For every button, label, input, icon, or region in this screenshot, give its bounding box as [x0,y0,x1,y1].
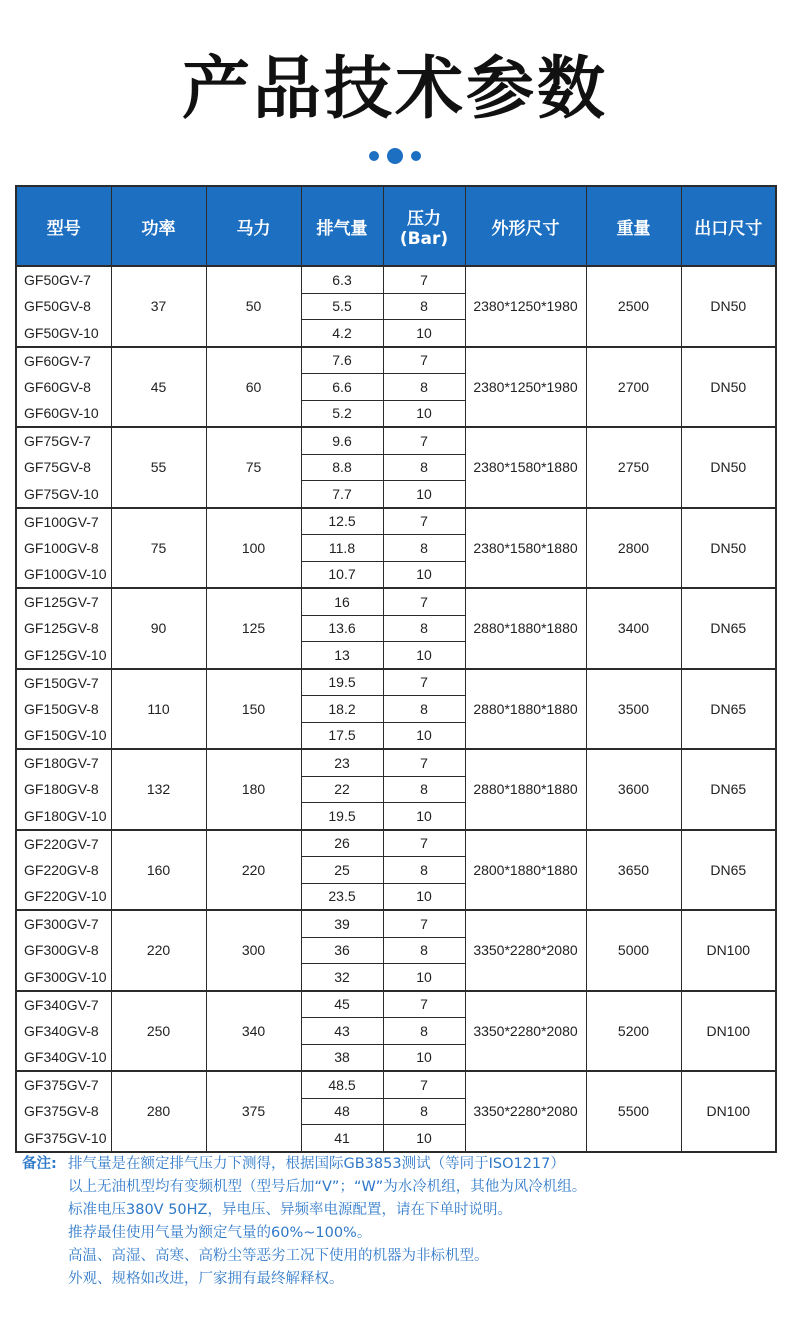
table-row [16,749,776,776]
outlet-cell: DN50 [681,427,776,508]
power-cell: 55 [111,427,206,508]
dimensions-cell: 2380*1250*1980 [465,266,586,347]
weight-cell: 5000 [586,910,681,991]
pressure-cell: 10 [383,642,465,669]
model-cell: GF100GV-7 [16,508,111,535]
table-row [16,991,776,1018]
model-cell: GF220GV-8 [16,857,111,884]
displacement-cell: 10.7 [301,561,383,588]
displacement-cell: 6.3 [301,266,383,293]
power-cell: 45 [111,347,206,428]
displacement-cell: 13 [301,642,383,669]
model-cell: GF125GV-7 [16,588,111,615]
pressure-cell: 10 [383,1044,465,1071]
pressure-cell: 8 [383,374,465,401]
weight-cell: 3650 [586,830,681,911]
model-cell: GF150GV-7 [16,669,111,696]
power-cell: 132 [111,749,206,830]
decor-dot-icon [411,151,421,161]
displacement-cell: 26 [301,830,383,857]
pressure-cell: 7 [383,508,465,535]
header-pressure: 压力(Bar) [383,186,465,266]
power-cell: 90 [111,588,206,669]
power-cell: 160 [111,830,206,911]
power-cell: 110 [111,669,206,750]
pressure-cell: 7 [383,427,465,454]
horsepower-cell: 75 [206,427,301,508]
horsepower-cell: 300 [206,910,301,991]
horsepower-cell: 50 [206,266,301,347]
model-cell: GF50GV-10 [16,320,111,347]
decor-dot-icon [387,148,403,164]
pressure-cell: 10 [383,883,465,910]
note-line: 高温、高湿、高寒、高粉尘等恶劣工况下使用的机器为非标机型。 [68,1248,489,1264]
note-line: 外观、规格如改进，厂家拥有最终解释权。 [68,1271,344,1287]
displacement-cell: 23 [301,749,383,776]
notes-section [22,1153,772,1291]
model-cell: GF180GV-8 [16,776,111,803]
table-row [16,669,776,696]
displacement-cell: 4.2 [301,320,383,347]
displacement-cell: 7.7 [301,481,383,508]
pressure-cell: 8 [383,1098,465,1125]
model-cell: GF60GV-7 [16,347,111,374]
table-row [16,347,776,374]
displacement-cell: 13.6 [301,615,383,642]
table-row [16,830,776,857]
weight-cell: 5500 [586,1071,681,1152]
pressure-cell: 8 [383,696,465,723]
horsepower-cell: 340 [206,991,301,1072]
header-dimensions: 外形尺寸 [465,186,586,266]
pressure-cell: 8 [383,615,465,642]
header-model: 型号 [16,186,111,266]
weight-cell: 2700 [586,347,681,428]
displacement-cell: 32 [301,964,383,991]
title-decoration [0,146,790,166]
displacement-cell: 8.8 [301,454,383,481]
outlet-cell: DN65 [681,588,776,669]
pressure-cell: 7 [383,669,465,696]
note-line: 推荐最佳使用气量为额定气量的60%~100%。 [68,1225,372,1241]
displacement-cell: 22 [301,776,383,803]
model-cell: GF75GV-8 [16,454,111,481]
dimensions-cell: 2880*1880*1880 [465,669,586,750]
pressure-cell: 7 [383,910,465,937]
table-row [16,1071,776,1098]
pressure-cell: 7 [383,830,465,857]
weight-cell: 3500 [586,669,681,750]
displacement-cell: 5.5 [301,293,383,320]
model-cell: GF340GV-8 [16,1018,111,1045]
weight-cell: 3600 [586,749,681,830]
model-cell: GF75GV-10 [16,481,111,508]
power-cell: 37 [111,266,206,347]
model-cell: GF375GV-10 [16,1125,111,1152]
model-cell: GF300GV-10 [16,964,111,991]
displacement-cell: 48.5 [301,1071,383,1098]
pressure-cell: 10 [383,400,465,427]
power-cell: 75 [111,508,206,589]
dimensions-cell: 2380*1580*1880 [465,508,586,589]
model-cell: GF100GV-8 [16,535,111,562]
model-cell: GF220GV-7 [16,830,111,857]
outlet-cell: DN65 [681,830,776,911]
displacement-cell: 5.2 [301,400,383,427]
pressure-cell: 7 [383,1071,465,1098]
outlet-cell: DN50 [681,266,776,347]
displacement-cell: 6.6 [301,374,383,401]
table-row [16,266,776,293]
note-line: 标准电压380V 50HZ，异电压、异频率电源配置，请在下单时说明。 [68,1202,512,1218]
pressure-cell: 8 [383,776,465,803]
displacement-cell: 16 [301,588,383,615]
model-cell: GF75GV-7 [16,427,111,454]
pressure-cell: 7 [383,991,465,1018]
power-cell: 220 [111,910,206,991]
header-outlet: 出口尺寸 [681,186,776,266]
horsepower-cell: 180 [206,749,301,830]
dimensions-cell: 2880*1880*1880 [465,749,586,830]
model-cell: GF150GV-8 [16,696,111,723]
dimensions-cell: 2380*1250*1980 [465,347,586,428]
pressure-cell: 10 [383,803,465,830]
horsepower-cell: 220 [206,830,301,911]
pressure-cell: 8 [383,454,465,481]
weight-cell: 2500 [586,266,681,347]
model-cell: GF125GV-8 [16,615,111,642]
header-weight: 重量 [586,186,681,266]
pressure-cell: 8 [383,1018,465,1045]
displacement-cell: 39 [301,910,383,937]
dimensions-cell: 2880*1880*1880 [465,588,586,669]
spec-table [15,185,777,1153]
model-cell: GF300GV-7 [16,910,111,937]
outlet-cell: DN50 [681,508,776,589]
displacement-cell: 48 [301,1098,383,1125]
pressure-cell: 8 [383,937,465,964]
weight-cell: 3400 [586,588,681,669]
pressure-cell: 10 [383,1125,465,1152]
header-power: 功率 [111,186,206,266]
power-cell: 250 [111,991,206,1072]
outlet-cell: DN65 [681,669,776,750]
weight-cell: 5200 [586,991,681,1072]
table-header-row [16,186,776,266]
outlet-cell: DN65 [681,749,776,830]
model-cell: GF375GV-8 [16,1098,111,1125]
displacement-cell: 12.5 [301,508,383,535]
pressure-cell: 10 [383,481,465,508]
outlet-cell: DN100 [681,910,776,991]
dimensions-cell: 3350*2280*2080 [465,910,586,991]
dimensions-cell: 3350*2280*2080 [465,991,586,1072]
pressure-cell: 7 [383,588,465,615]
table-row [16,588,776,615]
pressure-cell: 10 [383,964,465,991]
table-row [16,910,776,937]
displacement-cell: 19.5 [301,803,383,830]
weight-cell: 2750 [586,427,681,508]
horsepower-cell: 375 [206,1071,301,1152]
displacement-cell: 9.6 [301,427,383,454]
notes-list [68,1153,772,1291]
displacement-cell: 7.6 [301,347,383,374]
pressure-cell: 7 [383,347,465,374]
horsepower-cell: 125 [206,588,301,669]
pressure-cell: 10 [383,722,465,749]
model-cell: GF180GV-7 [16,749,111,776]
displacement-cell: 19.5 [301,669,383,696]
model-cell: GF50GV-7 [16,266,111,293]
note-line: 排气量是在额定排气压力下测得，根据国际GB3853测试（等同于ISO1217） [68,1156,565,1172]
horsepower-cell: 100 [206,508,301,589]
model-cell: GF125GV-10 [16,642,111,669]
pressure-cell: 8 [383,535,465,562]
pressure-cell: 8 [383,857,465,884]
displacement-cell: 11.8 [301,535,383,562]
displacement-cell: 41 [301,1125,383,1152]
model-cell: GF180GV-10 [16,803,111,830]
model-cell: GF60GV-8 [16,374,111,401]
model-cell: GF50GV-8 [16,293,111,320]
power-cell: 280 [111,1071,206,1152]
pressure-cell: 7 [383,266,465,293]
pressure-cell: 10 [383,561,465,588]
model-cell: GF340GV-7 [16,991,111,1018]
model-cell: GF340GV-10 [16,1044,111,1071]
model-cell: GF150GV-10 [16,722,111,749]
displacement-cell: 45 [301,991,383,1018]
dimensions-cell: 2800*1880*1880 [465,830,586,911]
displacement-cell: 17.5 [301,722,383,749]
displacement-cell: 18.2 [301,696,383,723]
displacement-cell: 25 [301,857,383,884]
model-cell: GF300GV-8 [16,937,111,964]
horsepower-cell: 60 [206,347,301,428]
table-body [16,266,776,1152]
model-cell: GF60GV-10 [16,400,111,427]
outlet-cell: DN50 [681,347,776,428]
model-cell: GF375GV-7 [16,1071,111,1098]
note-line: 以上无油机型均有变频机型（型号后加“V”；“W”为水冷机组，其他为风冷机组。 [68,1179,587,1195]
table-row [16,508,776,535]
pressure-cell: 7 [383,749,465,776]
decor-dot-icon [369,151,379,161]
page-title: 产品技术参数 [181,50,608,129]
displacement-cell: 38 [301,1044,383,1071]
horsepower-cell: 150 [206,669,301,750]
pressure-cell: 10 [383,320,465,347]
outlet-cell: DN100 [681,1071,776,1152]
model-cell: GF220GV-10 [16,883,111,910]
header-displacement: 排气量 [301,186,383,266]
notes-label: 备注: [22,1156,57,1172]
header-hp: 马力 [206,186,301,266]
displacement-cell: 43 [301,1018,383,1045]
dimensions-cell: 3350*2280*2080 [465,1071,586,1152]
outlet-cell: DN100 [681,991,776,1072]
weight-cell: 2800 [586,508,681,589]
model-cell: GF100GV-10 [16,561,111,588]
dimensions-cell: 2380*1580*1880 [465,427,586,508]
displacement-cell: 36 [301,937,383,964]
pressure-cell: 8 [383,293,465,320]
table-row [16,427,776,454]
displacement-cell: 23.5 [301,883,383,910]
